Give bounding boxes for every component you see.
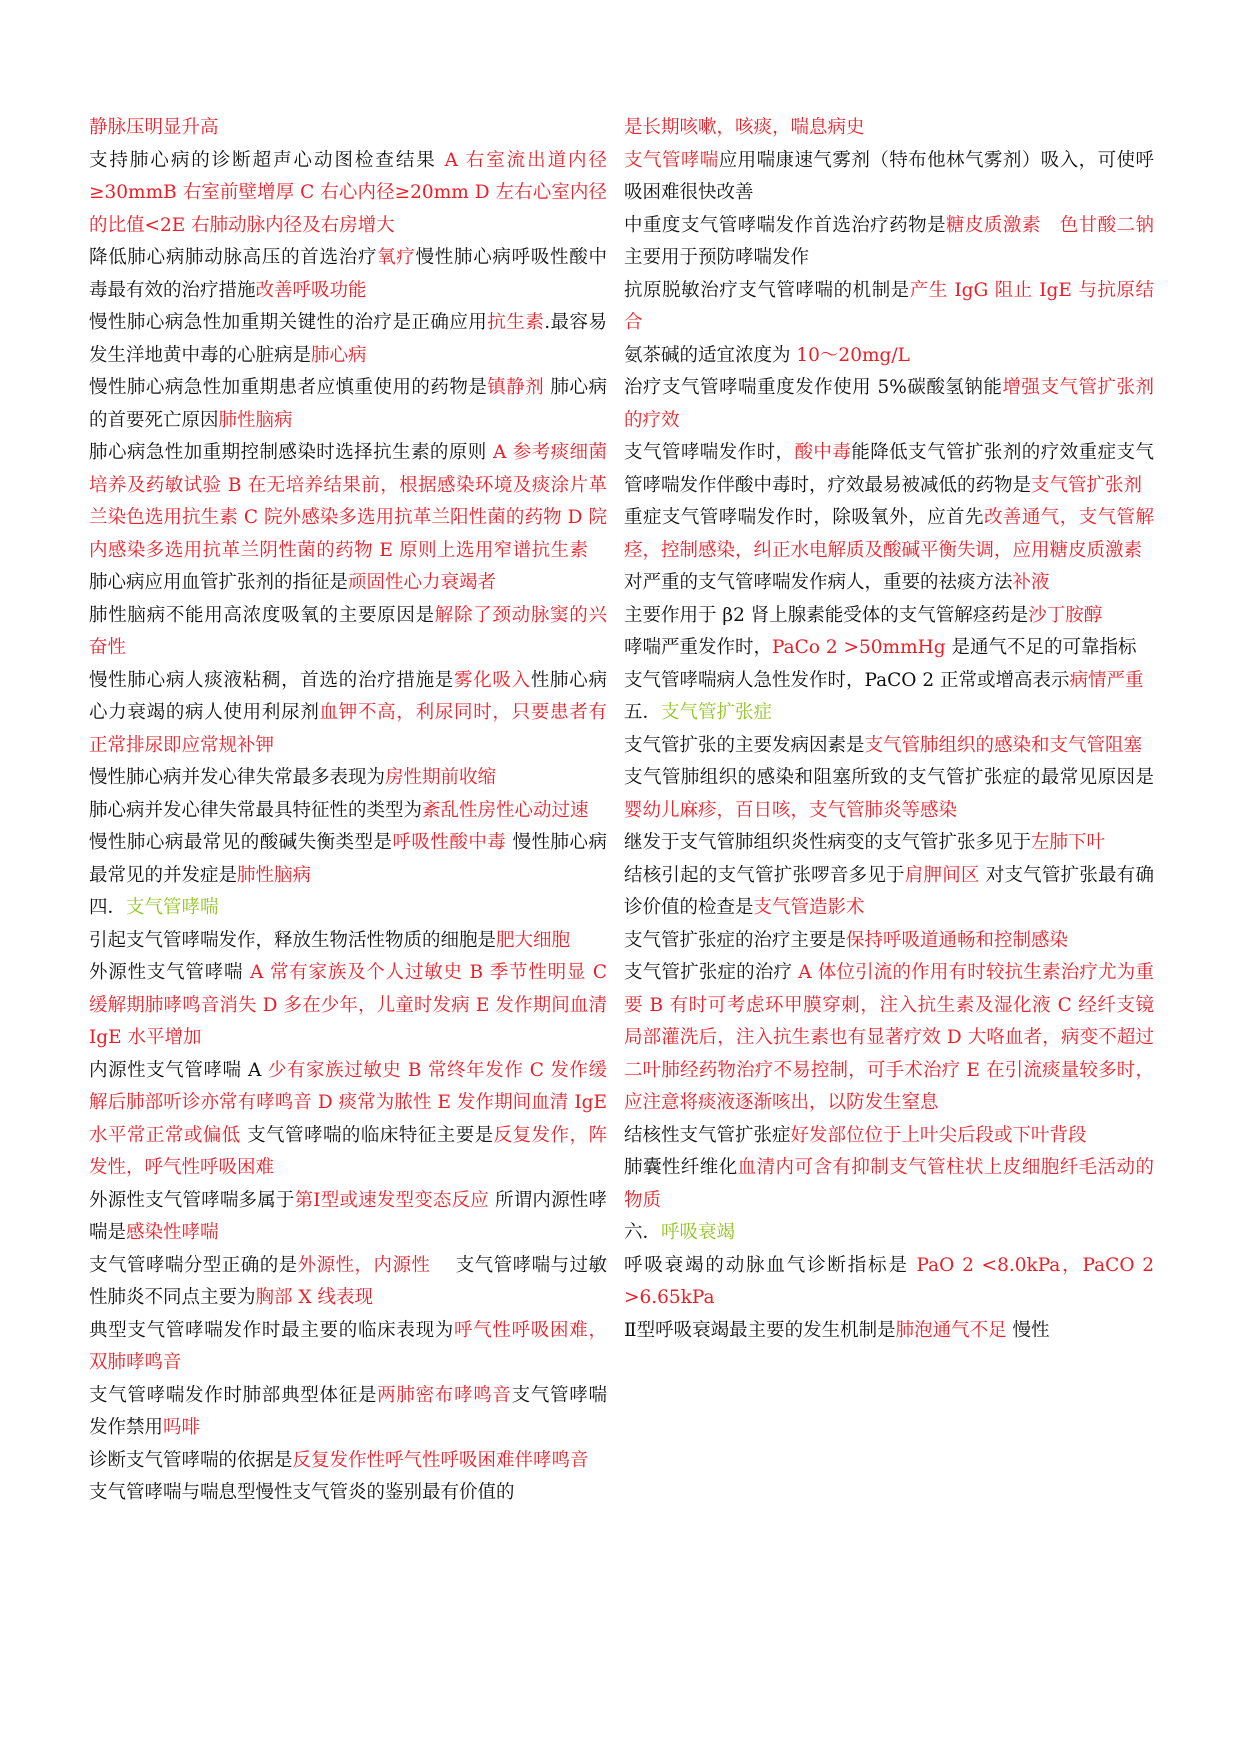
answer-text: 解除了颈动脉窦的兴奋性 [89, 604, 607, 658]
paragraph [624, 925, 1154, 958]
question-text: 肺心病并发心律失常最具特征性的类型为 [89, 799, 423, 821]
answer-text: A 体位引流的作用有时较抗生素治疗尤为重要 B 有时可考虑环甲膜穿刺，注入抗生素及湿化液 C 经纤支镜局部灌洗后，注入抗生素也有显著疗效 D 大咯血者，病变不超过二叶肺经药物治疗不易控制，可手术治疗 E 在引流痰量较多时，应注意将痰液逐渐咳出，以防发生窒息 [624, 962, 1154, 1113]
question-text: 对支气管扩张最有确诊价值的检查是 [624, 864, 1154, 918]
question-text: 支气管哮喘发作时， [624, 442, 795, 463]
answer-text: 补液 [1012, 572, 1050, 593]
answer-text: 外源性，内源性 [297, 1254, 431, 1276]
answer-text: 肺性脑病 [237, 864, 312, 886]
paragraph [624, 827, 1154, 860]
paragraph [89, 112, 607, 145]
paragraph [624, 697, 1154, 730]
answer-text: 酸中毒 [794, 442, 852, 463]
answer-text: 婴幼儿麻疹，百日咳，支气管肺炎等感染 [624, 799, 958, 821]
question-text: 支气管哮喘发作时肺部典型体征是 [89, 1384, 378, 1406]
question-text: 肺性脑病不能用高浓度吸氧的主要原因是 [89, 604, 435, 626]
answer-text: 肺心病 [311, 344, 367, 366]
question-text: 呼吸衰竭的动脉血气诊断指标是 [624, 1254, 917, 1276]
answer-text: 呼气性呼吸困难，双肺哮鸣音 [89, 1319, 607, 1373]
answer-text: 血清内可含有抑制支气管柱状上皮细胞纤毛活动的物质 [624, 1157, 1154, 1211]
paragraph [624, 340, 1154, 373]
paragraph [89, 827, 607, 892]
answer-text: 支气管肺组织的感染和支气管阻塞 [864, 734, 1143, 756]
section-heading: 支气管哮喘 [126, 897, 219, 918]
question-text: 慢性肺心病并发心律失常最多表现为 [89, 767, 386, 788]
question-text: 外源性支气管哮喘 [89, 962, 250, 983]
paragraph [89, 437, 607, 600]
question-text: 支气管扩张症的治疗 [624, 962, 799, 983]
question-text: 结核性支气管扩张症 [624, 1124, 791, 1146]
answer-text: 两肺密布哮鸣音 [377, 1384, 512, 1406]
answer-text: 静脉压明显升高 [89, 117, 219, 138]
paragraph [89, 795, 607, 828]
paragraph [89, 762, 607, 795]
paragraph [624, 632, 1154, 665]
question-text: 抗原脱敏治疗支气管哮喘的机制是 [624, 279, 910, 301]
question-text: 治疗支气管哮喘重度发作使用 5%碳酸氢钠能 [624, 377, 1003, 398]
question-text: 所谓内源性哮喘是 [89, 1189, 607, 1243]
paragraph [89, 1477, 607, 1510]
paragraph [89, 307, 607, 372]
paragraph [624, 372, 1154, 437]
answer-text: 10～20mg/L [796, 344, 910, 366]
paragraph [624, 275, 1154, 340]
answer-text: 紊乱性房性心动过速 [422, 799, 589, 821]
answer-text: 反复发作性呼气性呼吸困难伴哮鸣音 [292, 1449, 589, 1471]
paragraph [89, 242, 607, 307]
answer-text: 雾化吸入 [454, 669, 531, 691]
answer-text: 糖皮质激素 色甘酸二钠 [946, 214, 1154, 236]
answer-text: 反复发作，阵发性，呼气性呼吸困难 [89, 1124, 607, 1178]
answer-text: 左肺下叶 [1031, 832, 1106, 853]
paragraph [89, 925, 607, 958]
answer-text: 感染性哮喘 [126, 1222, 219, 1243]
answer-text: 镇静剂 [487, 377, 545, 398]
paragraph [89, 1445, 607, 1478]
answer-text: 增强支气管扩张剂的疗效 [624, 377, 1154, 431]
left-column [89, 112, 607, 1510]
question-text: 继发于支气管肺组织炎性病变的支气管扩张多见于 [624, 832, 1032, 853]
question-text: 支气管肺组织的感染和阻塞所致的支气管扩张症的最常见原因是 [624, 767, 1154, 788]
question-text: 中重度支气管哮喘发作首选治疗药物是 [624, 214, 947, 236]
question-text: 应用喘康速气雾剂（特布他林气雾剂）吸入，可使呼吸困难很快改善 [624, 149, 1154, 203]
paragraph [624, 112, 1154, 145]
answer-text: 改善通气，支气管解痉，控制感染，纠正水电解质及酸碱平衡失调，应用糖皮质激素 [624, 507, 1154, 561]
question-text: 支气管哮喘病人急性发作时，PaCO 2 正常或增高表示 [624, 669, 1070, 691]
question-text: 支气管扩张的主要发病因素是 [624, 734, 865, 756]
answer-text: 产生 IgG 阻止 IgE 与抗原结合 [624, 279, 1154, 333]
paragraph [89, 1380, 607, 1445]
right-column [624, 112, 1161, 1347]
answer-text: 血钾不高，利尿同时，只要患者有正常排尿即应常规补钾 [89, 702, 607, 756]
question-text: 六． [624, 1222, 662, 1243]
answer-text: 顽固性心力衰竭者 [348, 572, 497, 593]
paragraph [624, 1120, 1154, 1153]
answer-text: 肥大细胞 [496, 929, 571, 951]
answer-text: 少有家族过敏史 B 常终年发作 C 发作缓解后肺部听诊亦常有哮鸣音 D 痰常为脓性 E 发作期间血清 IgE 水平常正常或偏低 [89, 1059, 607, 1146]
answer-text: 抗生素 [487, 312, 545, 333]
question-text: 慢性肺心病最常见的酸碱失衡类型是 [89, 832, 393, 853]
question-text: 五． [624, 702, 662, 723]
question-text: 肺心病的首要死亡原因 [89, 377, 607, 431]
question-text: 对严重的支气管哮喘发作病人，重要的祛痰方法 [624, 539, 1161, 593]
question-text: 重症支气管哮喘发作时，除吸氧外，应首先 [624, 507, 984, 528]
question-text: 外源性支气管哮喘多属于 [89, 1189, 295, 1211]
paragraph [624, 145, 1154, 210]
paragraph [624, 600, 1154, 633]
paragraph [89, 1185, 607, 1250]
paragraph [624, 957, 1154, 1120]
question-text: . [544, 312, 551, 333]
paragraph [624, 437, 1154, 502]
paragraph [89, 145, 607, 243]
paragraph [89, 1055, 607, 1185]
answer-text: 氧疗 [377, 247, 416, 268]
answer-text: A 右室流出道内径≥30mmB 右室前壁增厚 C 右心内径≥20mm D 左右心室内径的比值<2E 右肺动脉内径及右房增大 [89, 149, 607, 236]
paragraph [89, 957, 607, 1055]
question-text: 引起支气管哮喘发作，释放生物活性物质的细胞是 [89, 929, 497, 951]
answer-text: 吗啡 [163, 1417, 201, 1438]
question-text: 支气管哮喘分型正确的是 [89, 1254, 298, 1276]
question-text: 支气管哮喘与喘息型慢性支气管炎的鉴别最有价值的 [89, 1482, 515, 1503]
paragraph [624, 1315, 1154, 1348]
answer-text: 胸部 X 线表现 [255, 1287, 373, 1308]
answer-text: 病情严重 [1069, 669, 1144, 691]
answer-text: 支气管扩张剂 [1031, 474, 1143, 496]
question-text: Ⅱ型呼吸衰竭最主要的发生机制是 [624, 1319, 896, 1341]
paragraph [89, 1250, 607, 1315]
answer-text: 改善呼吸功能 [255, 279, 367, 301]
question-text: 典型支气管哮喘发作时最主要的临床表现为 [89, 1319, 454, 1341]
paragraph [624, 762, 1154, 827]
question-text: 内源性支气管哮喘 A [89, 1059, 268, 1081]
question-text: 肺心病应用血管扩张剂的指征是 [89, 539, 607, 593]
paragraph [624, 1217, 1154, 1250]
question-text: 支气管哮喘的临床特征主要是 [240, 1124, 494, 1146]
answer-text: 房性期前收缩 [385, 767, 497, 788]
answer-text: PaCo 2 >50mmHg [772, 637, 946, 658]
question-text: 慢性 [1006, 1319, 1050, 1341]
paragraph [624, 730, 1154, 763]
paragraph [624, 860, 1154, 925]
question-text: 降低肺心病肺动脉高压的首选治疗 [89, 247, 378, 268]
question-text: 四． [89, 897, 127, 918]
paragraph [89, 372, 607, 437]
answer-text: 肩胛间区 [904, 864, 980, 886]
question-text: 慢性肺心病最常见的并发症是 [89, 832, 607, 886]
question-text: 支气管扩张症的治疗主要是 [624, 929, 847, 951]
section-heading: 支气管扩张症 [661, 702, 773, 723]
answer-text: 是长期咳嗽，咳痰，喘息病史 [624, 117, 865, 138]
question-text: 慢性肺心病急性加重期患者应慎重使用的药物是 [89, 377, 488, 398]
paragraph [89, 1315, 607, 1380]
answer-text: 第Ⅰ型或速发型变态反应 [294, 1189, 489, 1211]
paragraph [624, 1250, 1154, 1315]
question-text: 慢性肺心病人痰液粘稠，首选的治疗措施是 [89, 669, 454, 691]
question-text: 肺心病急性加重期控制感染时选择抗生素的原则 [89, 442, 494, 463]
answer-text: PaO 2 <8.0kPa，PaCO 2 >6.65kPa [624, 1254, 1154, 1308]
paragraph [89, 892, 607, 925]
answer-text: 肺性脑病 [218, 409, 293, 431]
paragraph [624, 1152, 1154, 1217]
answer-text: 沙丁胺醇 [1028, 604, 1103, 626]
paragraph [624, 502, 1161, 600]
question-text: 主要用于预防哮喘发作 [624, 247, 810, 268]
question-text: 结核引起的支气管扩张啰音多见于 [624, 864, 905, 886]
paragraph [89, 665, 607, 763]
answer-text: 支气管造影术 [753, 897, 865, 918]
question-text: 慢性肺心病急性加重期关键性的治疗是正确应用 [89, 312, 488, 333]
question-text: 肺囊性纤维化 [624, 1157, 738, 1178]
answer-text: 呼吸性酸中毒 [392, 832, 507, 853]
paragraph [89, 600, 607, 665]
question-text: 是通气不足的可靠指标 [945, 637, 1137, 658]
question-text: 支气管哮喘与过敏性肺炎不同点主要为 [89, 1254, 607, 1308]
answer-text: 好发部位位于上叶尖后段或下叶背段 [790, 1124, 1087, 1146]
question-text: 主要作用于 β2 肾上腺素能受体的支气管解痉药是 [624, 604, 1029, 626]
answer-text: 支气管哮喘 [624, 149, 719, 171]
paragraph [624, 665, 1154, 698]
question-text: 能降低支气管扩张剂的疗效 [851, 442, 1079, 463]
question-text: 支气管哮喘发作禁用 [89, 1384, 607, 1438]
question-text: 重症支气管哮喘发作伴酸中毒时，疗效最易被减低的药物是 [624, 442, 1154, 496]
answer-text: 保持呼吸道通畅和控制感染 [846, 929, 1069, 951]
question-text: 哮喘严重发作时， [624, 637, 773, 658]
question-text: 支持肺心病的诊断超声心动图检查结果 [89, 149, 445, 171]
answer-text: A 常有家族及个人过敏史 B 季节性明显 C 缓解期肺哮鸣音消失 D 多在少年，儿童时发病 E 发作期间血清 IgE 水平增加 [89, 962, 607, 1048]
answer-text: A 参考痰细菌培养及药敏试验 B 在无培养结果前，根据感染环境及痰涂片革兰染色选用抗生素 C 院外感染多选用抗革兰阳性菌的药物 D 院内感染多选用抗革兰阴性菌的药物 E 原则上选用窄谱抗生素 [89, 442, 607, 561]
question-text: 诊断支气管哮喘的依据是 [89, 1449, 293, 1471]
question-text: 慢性肺心病呼吸性酸中毒最有效的治疗措施 [89, 247, 607, 301]
question-text: 性肺心病心力衰竭的病人使用利尿剂 [89, 669, 607, 723]
paragraph [624, 210, 1154, 275]
question-text: 氨茶碱的适宜浓度为 [624, 344, 797, 366]
answer-text: 肺泡通气不足 [895, 1319, 1007, 1341]
section-heading: 呼吸衰竭 [661, 1222, 736, 1243]
question-text: 最容易发生洋地黄中毒的心脏病是 [89, 312, 607, 366]
